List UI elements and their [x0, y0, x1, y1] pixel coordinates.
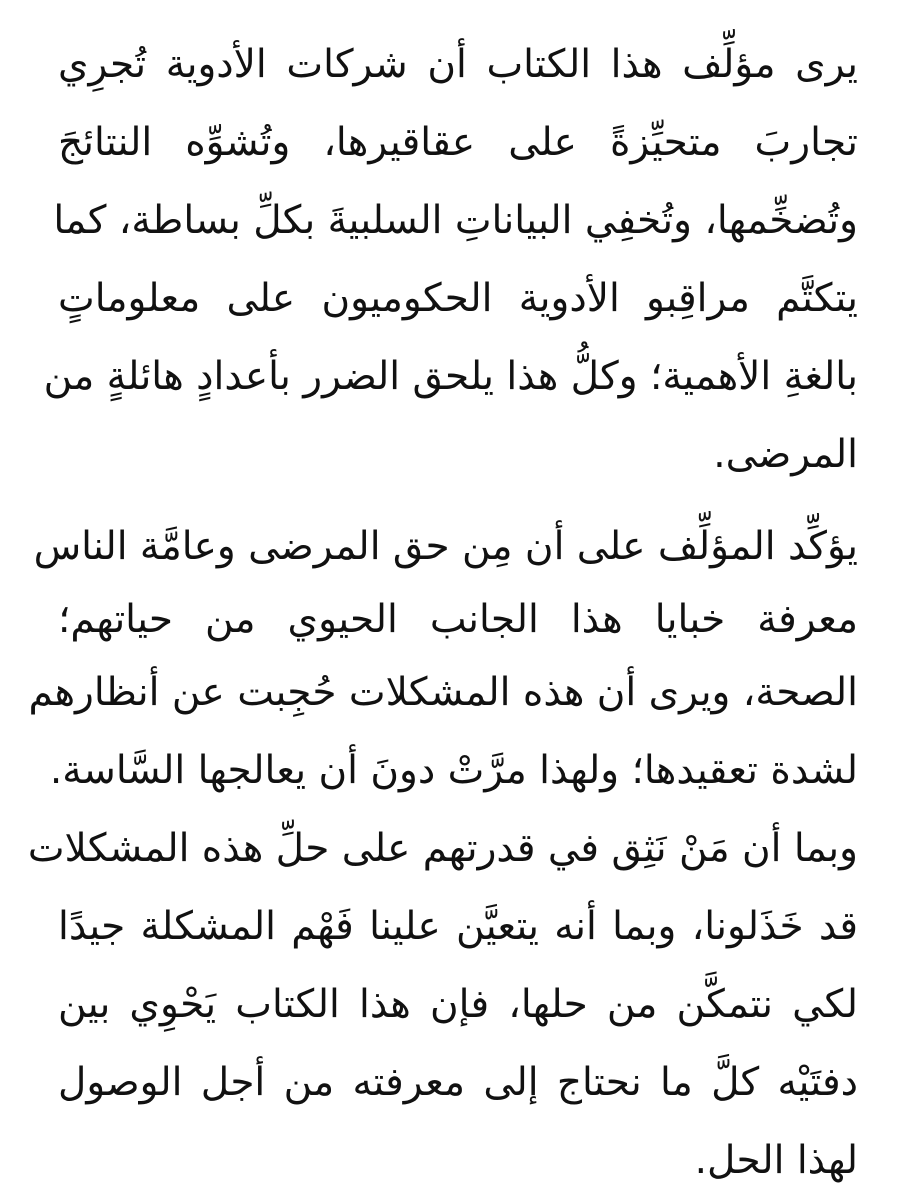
paragraph-line: يؤكِّد المؤلِّف على أن مِن حق المرضى وعامَّة الناس	[33, 524, 858, 569]
paragraph-line: وبما أن مَنْ نَثِق في قدرتهم على حلِّ هذه المشكلات	[27, 826, 858, 871]
paragraph-line: تجاربَ متحيِّزةً على عقاقيرها، وتُشوِّه النتائجَ	[58, 120, 858, 165]
paragraph-line: يتكتَّم مراقِبو الأدوية الحكوميون على معلوماتٍ	[58, 276, 858, 321]
paragraph-line: لكي نتمكَّن من حلها، فإن هذا الكتاب يَحْوِي بين	[58, 982, 858, 1027]
paragraph-line: وتُضخِّمها، وتُخفِي البياناتِ السلبيةَ بكلِّ بساطة، كما	[53, 198, 858, 243]
paragraph-line: قد خَذَلونا، وبما أنه يتعيَّن علينا فَهْم المشكلة جيدًا	[58, 904, 858, 949]
paragraph-line: يرى مؤلِّف هذا الكتاب أن شركات الأدوية تُجرِي	[58, 42, 858, 87]
paragraph-line: المرضى.	[713, 432, 858, 477]
paragraph-line: لهذا الحل.	[694, 1138, 858, 1183]
paragraph-line: بالغةِ الأهمية؛ وكلُّ هذا يلحق الضرر بأعدادٍ هائلةٍ من	[43, 354, 858, 399]
paragraph-line: دفتَيْه كلَّ ما نحتاج إلى معرفته من أجل الوصول	[58, 1060, 858, 1105]
paragraph-line: معرفة خبايا هذا الجانب الحيوي من حياتهم؛	[58, 597, 858, 642]
paragraph-line: لشدة تعقيدها؛ ولهذا مرَّتْ دونَ أن يعالجها السَّاسة.	[49, 748, 858, 793]
paragraph-line: الصحة، ويرى أن هذه المشكلات حُجِبت عن أنظارهم	[28, 670, 858, 715]
